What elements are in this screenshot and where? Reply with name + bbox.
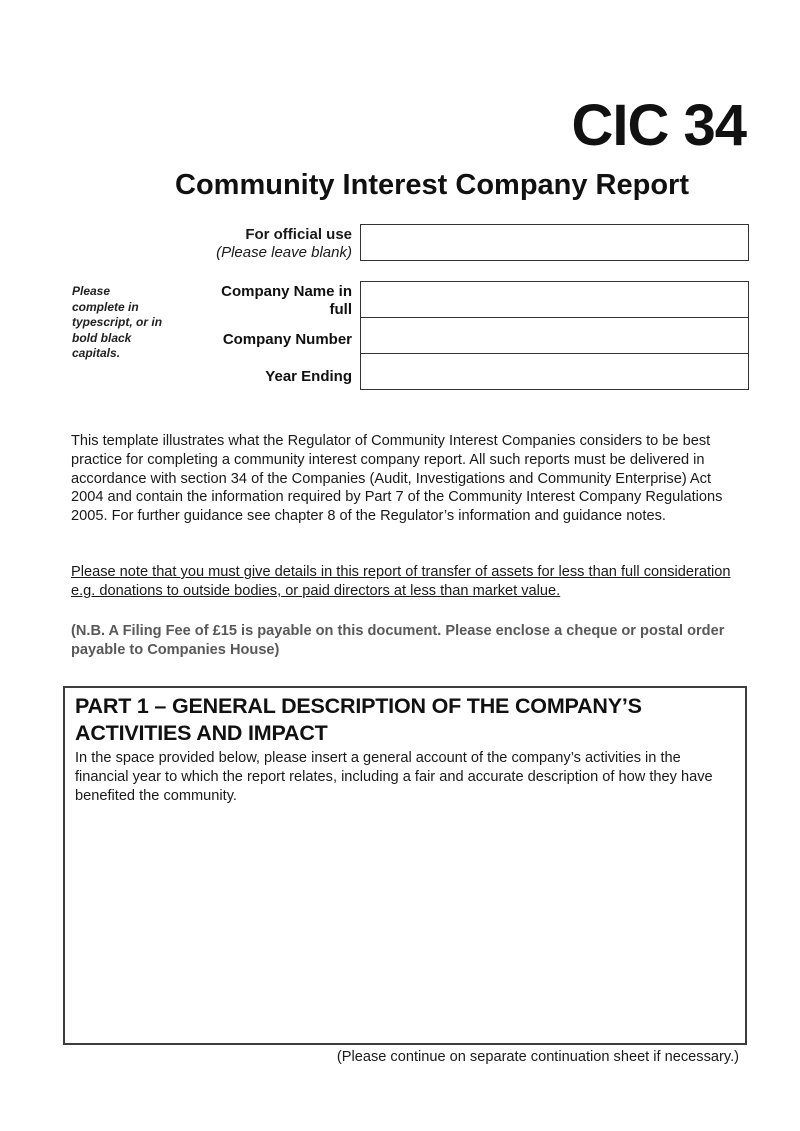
margin-note: Please complete in typescript, or in bold black capitals. <box>72 284 163 360</box>
company-number-label: Company Number <box>222 331 352 348</box>
intro-paragraph: This template illustrates what the Regulator of Community Interest Companies considers to be best practice for completing a community interest company report. All such reports must be delivered in accordance with section 34 of the Companies (Audit, Investigations and Community Enterprise) Act 2004 and contain the information required by Part 7 of the Community Interest Company Regulations 2005. For further guidance see chapter 8 of the Regulator’s information and guidance notes. <box>71 433 723 525</box>
form-code: CIC 34 <box>571 93 746 158</box>
part1-input-area[interactable] <box>68 838 742 1040</box>
company-number-input[interactable] <box>360 317 749 354</box>
year-ending-label: Year Ending <box>265 368 352 385</box>
part1-heading: PART 1 – GENERAL DESCRIPTION OF THE COMPANY’S ACTIVITIES AND IMPACT <box>75 694 642 745</box>
transfer-of-assets-notice: Please note that you must give details in this report of transfer of assets for less than full consideration e.g. donations to outside bodies, or paid directors at less than market value. <box>71 564 731 599</box>
company-name-input[interactable] <box>360 281 749 318</box>
continuation-note: (Please continue on separate continuation sheet if necessary.) <box>336 1049 739 1065</box>
part1-description: In the space provided below, please insert a general account of the company’s activities in the financial year to which the report relates, including a fair and accurate description of how they have benefited the community. <box>75 750 713 804</box>
filing-fee-note: (N.B. A Filing Fee of £15 is payable on this document. Please enclose a cheque or postal order payable to Companies House) <box>71 623 725 658</box>
company-name-label: Company Name in full <box>221 283 352 318</box>
page-title: Community Interest Company Report <box>175 169 689 201</box>
official-use-label <box>152 226 352 262</box>
official-use-label-text: For official use <box>245 226 352 243</box>
part1-section <box>63 686 747 1045</box>
year-ending-input[interactable] <box>360 353 749 390</box>
official-use-input[interactable] <box>360 224 749 261</box>
official-use-sublabel: (Please leave blank) <box>216 244 352 261</box>
